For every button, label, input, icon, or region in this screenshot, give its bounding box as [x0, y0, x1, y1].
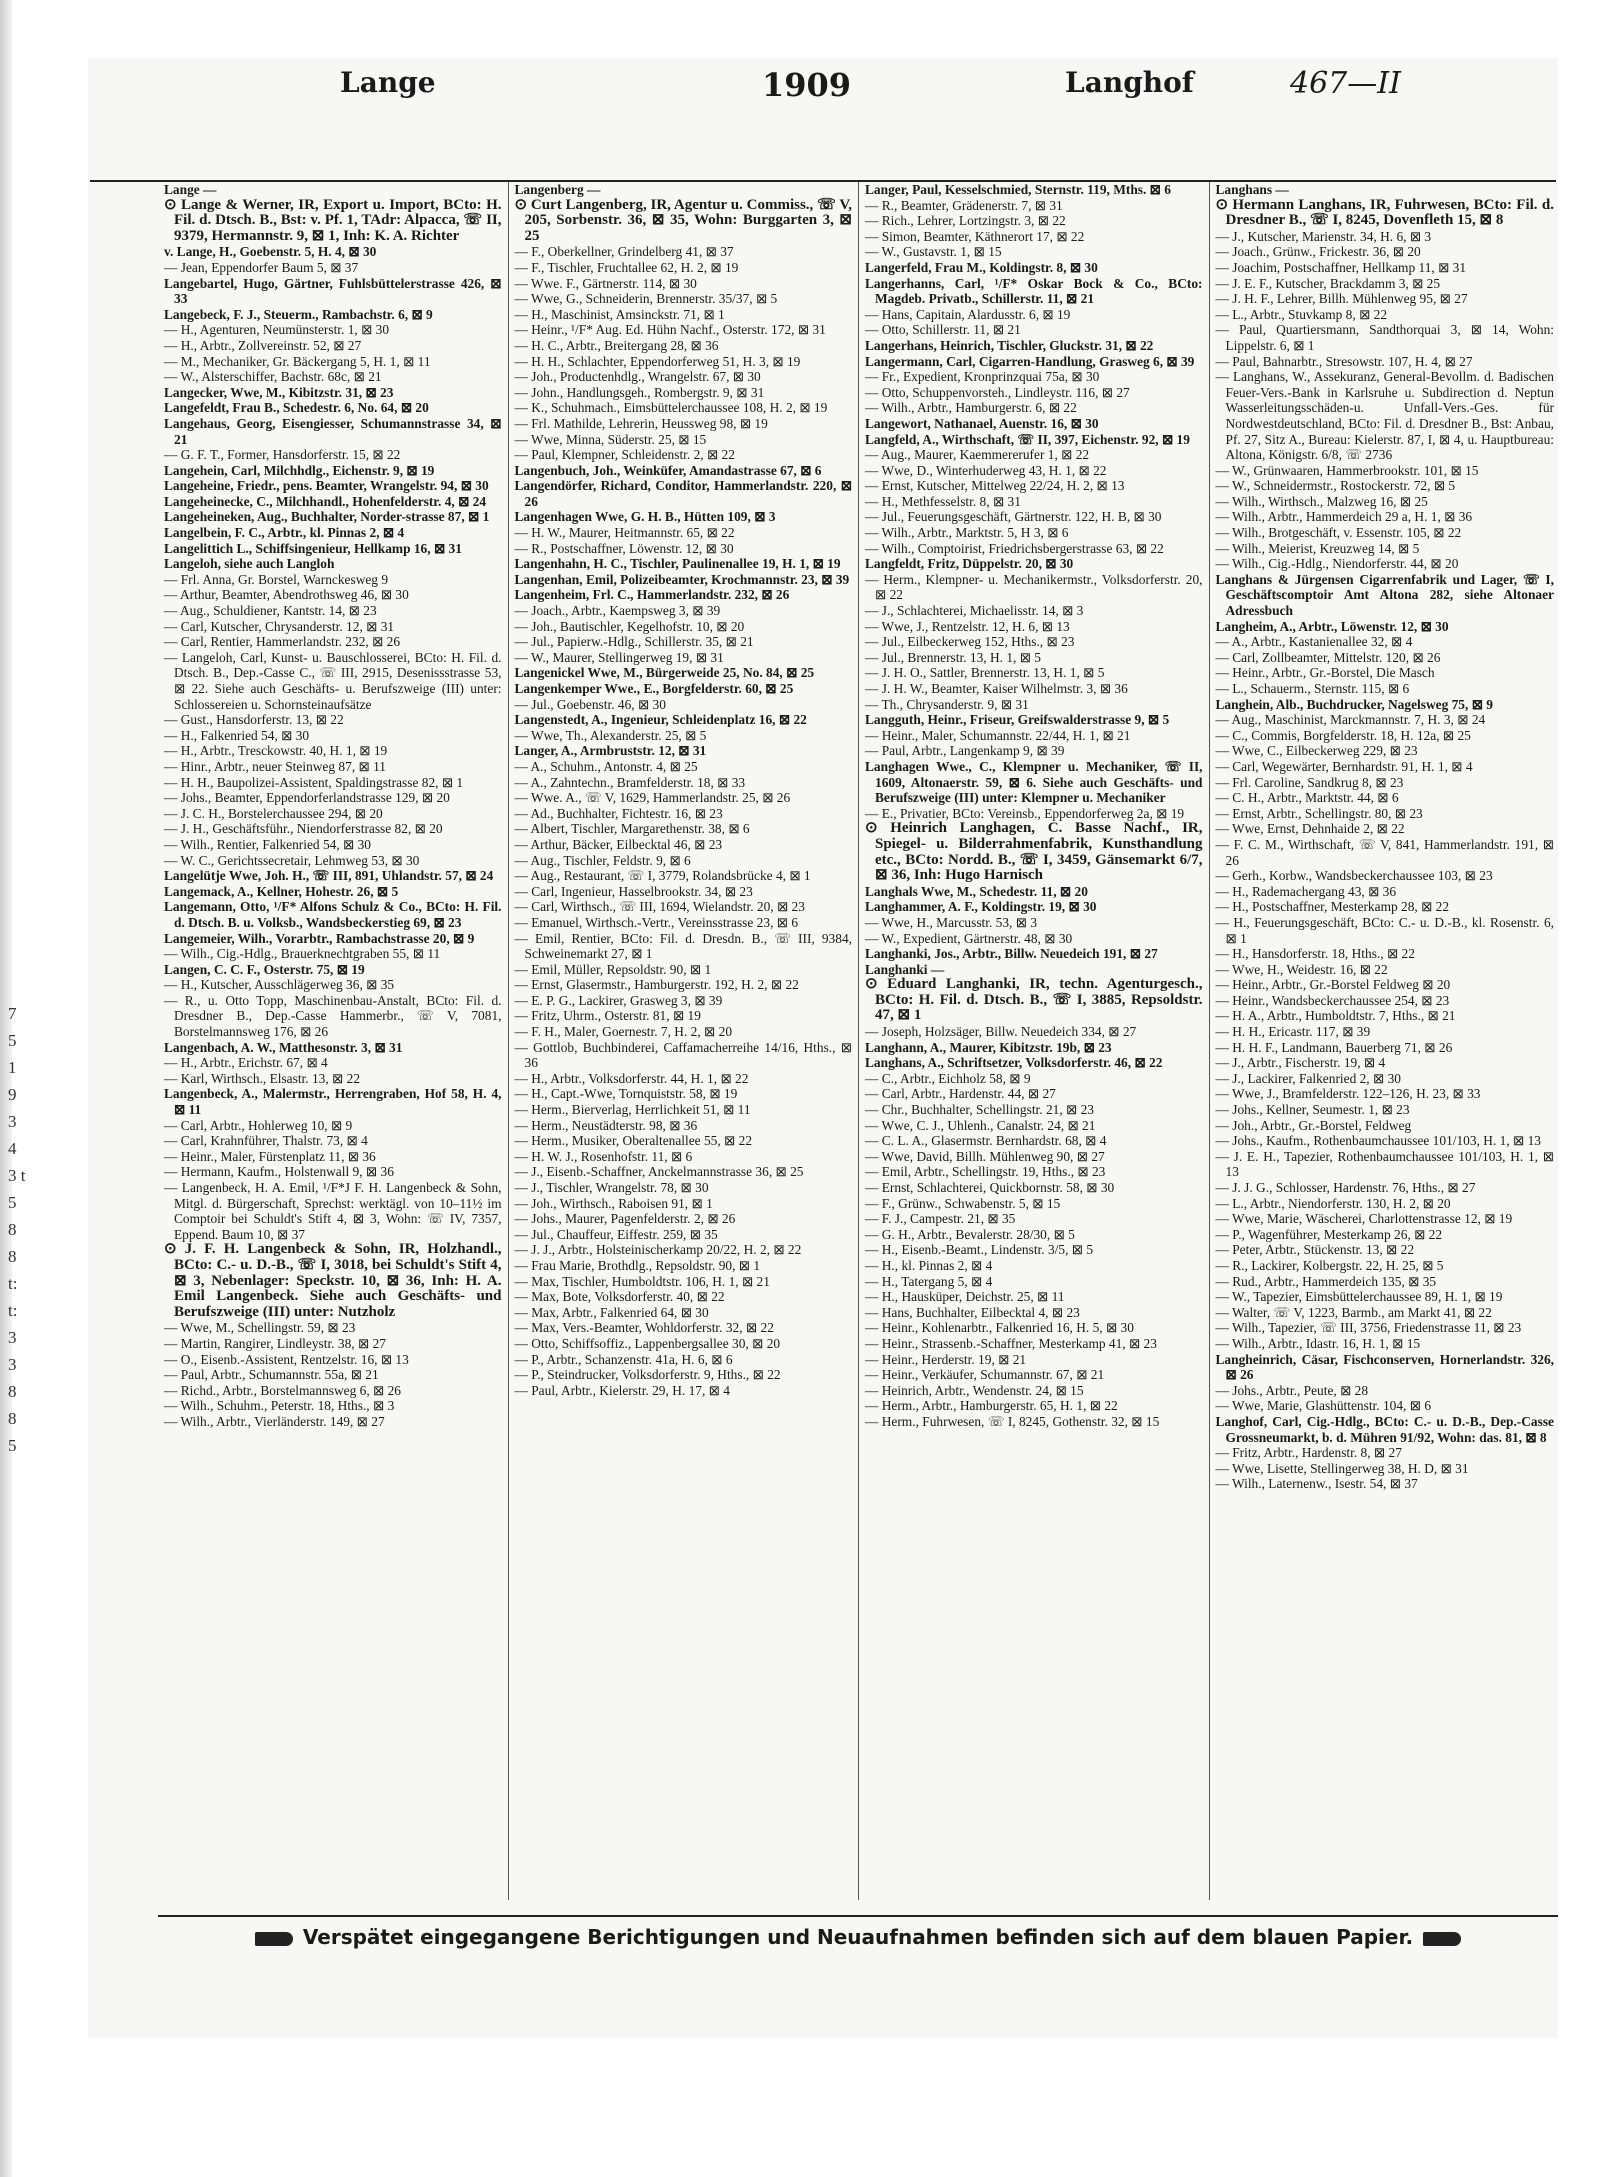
- directory-entry: — J., Arbtr., Fischerstr. 19, ⊠ 4: [1215, 1055, 1386, 1071]
- directory-entry: — H., Rademachergang 43, ⊠ 36: [1215, 883, 1397, 899]
- directory-entry: — G. H., Arbtr., Bevalerstr. 28/30, ⊠ 5: [865, 1226, 1075, 1242]
- header-page-number: 467—II: [1290, 66, 1401, 101]
- directory-entry: — Carl, Wegewärter, Bernhardstr. 91, H. 1, ⊠ 4: [1215, 758, 1473, 774]
- directory-entry: Langeheineken, Aug., Buchhalter, Norder-strasse 87, ⊠ 1: [164, 509, 490, 525]
- directory-entry: — F., Tischler, Fruchtallee 62, H. 2, ⊠ 19: [514, 259, 739, 275]
- directory-entry: Langelbein, F. C., Arbtr., kl. Pinnas 2, ⊠ 4: [164, 525, 405, 541]
- directory-entry: — F., Oberkellner, Grindelberg 41, ⊠ 37: [514, 244, 734, 260]
- directory-entry: Langhein, Alb., Buchdrucker, Nagelsweg 75, ⊠ 9: [1215, 696, 1493, 712]
- directory-entry: Langerhanns, Carl, ¹/F* Oskar Bock & Co., BCto: Magdeb. Privatb., Schillerstr. 11, ⊠ 21: [865, 275, 1203, 307]
- directory-entry: — Wilh., Arbtr., Idastr. 16, H. 1, ⊠ 15: [1215, 1335, 1421, 1351]
- directory-entry: — Gerh., Korbw., Wandsbeckerchaussee 103, ⊠ 23: [1215, 868, 1493, 884]
- directory-entry: — J. H. O., Sattler, Brennerstr. 13, H. 1, ⊠ 5: [865, 665, 1105, 681]
- directory-entry: — H., kl. Pinnas 2, ⊠ 4: [865, 1257, 993, 1273]
- directory-entry: Langeheinecke, C., Milchhandl., Hohenfelderstr. 4, ⊠ 24: [164, 493, 487, 509]
- directory-entry: — Wilh., Cig.-Hdlg., Niendorferstr. 44, ⊠ 20: [1215, 556, 1459, 572]
- directory-entry: — H. C., Arbtr., Breitergang 28, ⊠ 36: [514, 337, 719, 353]
- directory-entry: — Joseph, Holzsäger, Billw. Neuedeich 334, ⊠ 27: [865, 1024, 1137, 1040]
- directory-entry: — Heinr., Kohlenarbtr., Falkenried 16, H. 5, ⊠ 30: [865, 1320, 1134, 1336]
- directory-entry: Langenkemper Wwe., E., Borgfelderstr. 60, ⊠ 25: [514, 681, 794, 696]
- directory-entry: — Carl, Arbtr., Hardenstr. 44, ⊠ 27: [865, 1086, 1056, 1102]
- directory-entry: — Rud., Arbtr., Hammerdeich 135, ⊠ 35: [1215, 1273, 1437, 1289]
- directory-entry: Langeheine, Friedr., pens. Beamter, Wrangelstr. 94, ⊠ 30: [164, 478, 489, 494]
- directory-entry: Langenstedt, A., Ingenieur, Schleidenplatz 16, ⊠ 22: [514, 712, 807, 728]
- directory-entry: Langefeldt, Frau B., Schedestr. 6, No. 64, ⊠ 20: [164, 400, 429, 416]
- directory-entry: — Paul, Arbtr., Langenkamp 9, ⊠ 39: [865, 743, 1065, 759]
- directory-entry: Langelütje Wwe, Joh. H., ☏ III, 891, Uhlandstr. 57, ⊠ 24: [164, 868, 494, 884]
- directory-entry: — Heinr., Arbtr., Gr.-Borstel Feldweg ⊠ 20: [1215, 977, 1451, 993]
- directory-entry: — Jul., Feuerungsgeschäft, Gärtnerstr. 122, H. B, ⊠ 30: [865, 509, 1162, 525]
- directory-entry: Langhann, A., Maurer, Kibitzstr. 19b, ⊠ 23: [865, 1039, 1112, 1055]
- directory-entry: ⊙ Lange & Werner, IR, Export u. Import, BCto: H. Fil. d. Dtsch. B., Bst: v. Pf. 1, TAdr: Alpacca, ☏ II, 9379, Hermannstr. 9, ⊠ 1, Inh: K. A. Richter: [164, 196, 502, 244]
- directory-entry: — Frl. Anna, Gr. Borstel, Warnckesweg 9: [164, 571, 389, 587]
- directory-entry: — H., Arbtr., Zollvereinstr. 52, ⊠ 27: [164, 337, 362, 353]
- directory-entry: — Jul., Chauffeur, Eiffestr. 259, ⊠ 35: [514, 1226, 718, 1242]
- directory-entry: — Peter, Arbtr., Stückenstr. 13, ⊠ 22: [1215, 1242, 1415, 1258]
- directory-entry: — John., Handlungsgeh., Rombergstr. 9, ⊠ 31: [514, 384, 765, 400]
- directory-entry: — Frl. Caroline, Sandkrug 8, ⊠ 23: [1215, 774, 1404, 790]
- directory-entry: Langenhan, Emil, Polizeibeamter, Krochmannstr. 23, ⊠ 39: [514, 571, 850, 587]
- directory-entry: — Ernst, Arbtr., Schellingstr. 80, ⊠ 23: [1215, 805, 1423, 821]
- directory-entry: — Karl, Wirthsch., Elsastr. 13, ⊠ 22: [164, 1070, 361, 1086]
- directory-entry: Langeloh, siehe auch Langloh: [164, 556, 335, 572]
- directory-entry: — W., Gustavstr. 1, ⊠ 15: [865, 244, 1002, 260]
- directory-entry: — Joh., Arbtr., Gr.-Borstel, Feldweg: [1215, 1117, 1412, 1133]
- directory-entry: — Fritz, Arbtr., Hardenstr. 8, ⊠ 27: [1215, 1445, 1402, 1461]
- directory-entry: — Emil, Arbtr., Schellingstr. 19, Hths., ⊠ 23: [865, 1164, 1106, 1180]
- header-left-name: Lange: [340, 66, 436, 99]
- directory-entry: — Ad., Buchhalter, Fichtestr. 16, ⊠ 23: [514, 805, 723, 821]
- directory-entry: — Wwe, H., Marcusstr. 53, ⊠ 3: [865, 914, 1038, 930]
- directory-entry: Langehaus, Georg, Eisengiesser, Schumannstrasse 34, ⊠ 21: [164, 415, 502, 447]
- directory-entry: — Gottlob, Buchbinderei, Caffamacherreihe 14/16, Hths., ⊠ 36: [514, 1039, 852, 1071]
- directory-entry: — Herm., Bierverlag, Herrlichkeit 51, ⊠ 11: [514, 1102, 751, 1118]
- directory-entry: Langebartel, Hugo, Gärtner, Fuhlsbüttelerstrasse 426, ⊠ 33: [164, 275, 502, 307]
- column-2: [509, 182, 860, 1900]
- directory-entry: — Emil, Rentier, BCto: Fil. d. Dresdn. B., ☏ III, 9384, Schweinemarkt 27, ⊠ 1: [514, 930, 852, 962]
- directory-entry: — Th., Chrysanderstr. 9, ⊠ 31: [865, 696, 1029, 712]
- directory-entry: Langer, Paul, Kesselschmied, Sternstr. 119, Mths. ⊠ 6: [865, 182, 1171, 197]
- directory-entry: Langheim, A., Arbtr., Löwenstr. 12, ⊠ 30: [1215, 618, 1449, 634]
- directory-entry: — Johs., Maurer, Pagenfelderstr. 2, ⊠ 26: [514, 1211, 736, 1227]
- directory-entry: Langenickel Wwe, M., Bürgerweide 25, No. 84, ⊠ 25: [514, 665, 815, 681]
- directory-entry: — Emil, Müller, Repsoldstr. 90, ⊠ 1: [514, 961, 712, 977]
- directory-entry: Langenhagen Wwe, G. H. B., Hütten 109, ⊠ 3: [514, 509, 776, 525]
- directory-entry: — Paul, Klempner, Schleidenstr. 2, ⊠ 22: [514, 447, 735, 463]
- directory-entry: — J., Tischler, Wrangelstr. 78, ⊠ 30: [514, 1180, 709, 1195]
- left-margin-fragments: 7 5 1 9 3 4 3 t 5 8 8 t: t: 3 3 8 8 5: [8, 1004, 26, 1455]
- directory-entry: — Wilh., Cig.-Hdlg., Brauerknechtgraben 55, ⊠ 11: [164, 946, 441, 962]
- directory-entry: Langhanki —: [865, 961, 945, 977]
- directory-entry: — Carl, Ingenieur, Hasselbrookstr. 34, ⊠ 23: [514, 883, 753, 899]
- directory-entry: — C., Commis, Borgfelderstr. 18, H. 12a, ⊠ 25: [1215, 727, 1471, 743]
- directory-entry: — H. W., Maurer, Heitmannstr. 65, ⊠ 22: [514, 525, 735, 541]
- directory-entry: Langemeier, Wilh., Vorarbtr., Rambachstrasse 20, ⊠ 9: [164, 930, 475, 946]
- directory-entry: — Hans, Buchhalter, Eilbecktal 4, ⊠ 23: [865, 1304, 1080, 1320]
- directory-entry: — Wilh., Arbtr., Hamburgerstr. 6, ⊠ 22: [865, 400, 1077, 416]
- directory-entry: — Max, Bote, Volksdorferstr. 40, ⊠ 22: [514, 1289, 725, 1305]
- directory-entry: — W., Grünwaaren, Hammerbrookstr. 101, ⊠ 15: [1215, 462, 1479, 478]
- directory-entry: Langer, A., Armbruststr. 12, ⊠ 31: [514, 743, 707, 759]
- directory-entry: — Herm., Arbtr., Hamburgerstr. 65, H. 1, ⊠ 22: [865, 1398, 1118, 1414]
- directory-entry: — Emanuel, Wirthsch.-Vertr., Vereinsstrasse 23, ⊠ 6: [514, 914, 799, 930]
- directory-entry: Langenheim, Frl. C., Hammerlandstr. 232, ⊠ 26: [514, 587, 790, 603]
- directory-entry: — Joach., Grünw., Frickestr. 36, ⊠ 20: [1215, 244, 1421, 260]
- directory-entry: — Paul, Arbtr., Schumannstr. 55a, ⊠ 21: [164, 1367, 379, 1383]
- directory-entry: — Fritz, Uhrm., Osterstr. 81, ⊠ 19: [514, 1008, 701, 1024]
- directory-entry: — W., Expedient, Gärtnerstr. 48, ⊠ 30: [865, 930, 1073, 946]
- directory-entry: — H., Agenturen, Neumünsterstr. 1, ⊠ 30: [164, 322, 390, 338]
- directory-entry: — Jul., Brennerstr. 13, H. 1, ⊠ 5: [865, 649, 1041, 665]
- directory-entry: Langenbach, A. W., Matthesonstr. 3, ⊠ 31: [164, 1039, 403, 1055]
- directory-entry: — Wilh., Arbtr., Hammerdeich 29 a, H. 1, ⊠ 36: [1215, 509, 1473, 525]
- directory-entry: — Paul, Bahnarbtr., Stresowstr. 107, H. 4, ⊠ 27: [1215, 353, 1473, 369]
- directory-entry: — Frau Marie, Brothdlg., Repsoldstr. 90, ⊠ 1: [514, 1257, 761, 1273]
- directory-entry: — Wilh., Tapezier, ☏ III, 3756, Friedenstrasse 11, ⊠ 23: [1215, 1320, 1522, 1336]
- directory-entry: — Joachim, Postschaffner, Hellkamp 11, ⊠ 31: [1215, 259, 1467, 275]
- directory-entry: — Heinr., Verkäufer, Schumannstr. 67, ⊠ 21: [865, 1367, 1105, 1383]
- directory-entry: — J. C. H., Borstelerchaussee 294, ⊠ 20: [164, 805, 383, 821]
- directory-entry: — Wwe, Th., Alexanderstr. 25, ⊠ 5: [514, 727, 707, 743]
- directory-entry: — Aug., Tischler, Feldstr. 9, ⊠ 6: [514, 852, 691, 868]
- directory-entry: Langenhahn, H. C., Tischler, Paulinenallee 19, H. 1, ⊠ 19: [514, 556, 841, 572]
- directory-entry: — Wilh., Meierist, Kreuzweg 14, ⊠ 5: [1215, 540, 1420, 556]
- directory-entry: — Albert, Tischler, Margarethenstr. 38, ⊠ 6: [514, 821, 750, 837]
- page-footer: [158, 1915, 1558, 1957]
- directory-entry: — Jul., Papierw.-Hdlg., Schillerstr. 35, ⊠ 21: [514, 634, 754, 650]
- header-year: 1909: [762, 66, 852, 104]
- directory-entry: — Herm., Fuhrwesen, ☏ I, 8245, Gothenstr. 32, ⊠ 15: [865, 1413, 1160, 1429]
- directory-entry: — Heinr., ¹/F* Aug. Ed. Hühn Nachf., Osterstr. 172, ⊠ 31: [514, 322, 826, 338]
- directory-entry: — Langeloh, Carl, Kunst- u. Bauschlosserei, BCto: H. Fil. d. Dtsch. B., Dep.-Casse C., ☏ III, 2915, Desenissstrasse 53, ⊠ 22. Siehe auch Geschäfts- u. Berufszweige (III) unter: Schlossereien u. Schornsteinaufsätze: [164, 649, 502, 712]
- directory-entry: — Hans, Capitain, Alardusstr. 6, ⊠ 19: [865, 306, 1071, 322]
- directory-entry: — F. H., Maler, Goernestr. 7, H. 2, ⊠ 20: [514, 1024, 733, 1040]
- directory-entry: — Max, Tischler, Humboldtstr. 106, H. 1, ⊠ 21: [514, 1273, 770, 1289]
- directory-entry: — H., Arbtr., Volksdorferstr. 44, H. 1, ⊠ 22: [514, 1070, 749, 1086]
- directory-entry: — H. W. J., Rosenhofstr. 11, ⊠ 6: [514, 1148, 693, 1164]
- directory-entry: Langermann, Carl, Cigarren-Handlung, Grasweg 6, ⊠ 39: [865, 353, 1195, 369]
- directory-entry: Langenbeck, A., Malermstr., Herrengraben, Hof 58, H. 4, ⊠ 11: [164, 1086, 502, 1118]
- directory-entry: Lange —: [164, 182, 217, 197]
- directory-entry: — Wwe, Lisette, Stellingerweg 38, H. D, ⊠ 31: [1215, 1460, 1469, 1476]
- directory-entry: Langheinrich, Cäsar, Fischconserven, Hornerlandstr. 326, ⊠ 26: [1215, 1351, 1554, 1383]
- directory-entry: — Heinrich, Arbtr., Wendenstr. 24, ⊠ 15: [865, 1382, 1084, 1398]
- directory-entry: — J. E. F., Kutscher, Brackdamm 3, ⊠ 25: [1215, 275, 1441, 291]
- directory-entry: — P., Wagenführer, Mesterkamp 26, ⊠ 22: [1215, 1226, 1443, 1242]
- directory-entry: — Herm., Klempner- u. Mechanikermstr., Volksdorferstr. 20, ⊠ 22: [865, 571, 1203, 603]
- directory-entry: — Otto, Schuppenvorsteh., Lindleystr. 116, ⊠ 27: [865, 384, 1130, 400]
- directory-entry: Langhans & Jürgensen Cigarrenfabrik und Lager, ☏ I, Geschäftscomptoir Amt Altona 282, siehe Altonaer Adressbuch: [1215, 571, 1554, 619]
- header-right-name: Langhof: [1065, 66, 1194, 99]
- directory-entry: — L., Schauerm., Sternstr. 115, ⊠ 6: [1215, 681, 1410, 696]
- directory-entry: — H., Capt.-Wwe, Tornquiststr. 58, ⊠ 19: [514, 1086, 738, 1102]
- directory-entry: — Herm., Neustädterstr. 98, ⊠ 36: [514, 1117, 698, 1133]
- directory-entry: — Wilh., Laternenw., Isestr. 54, ⊠ 37: [1215, 1476, 1418, 1492]
- directory-entry: — J. H. F., Lehrer, Billh. Mühlenweg 95, ⊠ 27: [1215, 291, 1468, 307]
- directory-entry: — Wwe, David, Billh. Mühlenweg 90, ⊠ 27: [865, 1148, 1105, 1164]
- directory-entry: — H. H. F., Landmann, Bauerberg 71, ⊠ 26: [1215, 1039, 1453, 1055]
- directory-entry: — Wilh., Comptoirist, Friedrichsbergerstrasse 63, ⊠ 22: [865, 540, 1164, 556]
- directory-entry: — E. P. G., Lackirer, Grasweg 3, ⊠ 39: [514, 992, 723, 1008]
- directory-entry: Langhans, A., Schriftsetzer, Volksdorferstr. 46, ⊠ 22: [865, 1055, 1163, 1071]
- directory-entry: ⊙ Heinrich Langhagen, C. Basse Nachf., IR, Spiegel- u. Bilderrahmenfabrik, Kunsthandlung etc., BCto: Nordd. B., ☏ I, 3459, Gänsemarkt 6/7, ⊠ 36, Inh: Hugo Harnisch: [865, 820, 1203, 884]
- directory-entry: — Wwe, Ernst, Dehnhaide 2, ⊠ 22: [1215, 821, 1405, 837]
- directory-entry: — H. H., Baupolizei-Assistent, Spaldingstrasse 82, ⊠ 1: [164, 774, 464, 790]
- directory-entry: — W., Maurer, Stellingerweg 19, ⊠ 31: [514, 649, 724, 665]
- directory-entry: — F. C. M., Wirthschaft, ☏ V, 841, Hammerlandstr. 191, ⊠ 26: [1215, 836, 1554, 868]
- directory-entry: — Paul, Quartiersmann, Sandthorquai 3, ⊠ 14, Wohn: Lippelstr. 6, ⊠ 1: [1215, 322, 1554, 353]
- directory-entry: — H., Arbtr., Erichstr. 67, ⊠ 4: [164, 1055, 328, 1071]
- directory-entry: — C. H., Arbtr., Marktstr. 44, ⊠ 6: [1215, 790, 1399, 806]
- directory-entry: — Johs., Kellner, Seumestr. 1, ⊠ 23: [1215, 1102, 1410, 1118]
- directory-entry: — Joh., Bautischler, Kegelhofstr. 10, ⊠ 20: [514, 618, 745, 634]
- directory-entry: — H., Feuerungsgeschäft, BCto: C.- u. D.-B., kl. Rosenstr. 6, ⊠ 1: [1215, 914, 1554, 946]
- directory-entry: — W., Schneidermstr., Rostockerstr. 72, ⊠ 5: [1215, 478, 1456, 494]
- directory-entry: — Wilh., Schuhm., Peterstr. 18, Hths., ⊠ 3: [164, 1398, 395, 1414]
- directory-entry: — Carl, Krahnführer, Thalstr. 73, ⊠ 4: [164, 1133, 368, 1149]
- directory-entry: — Johs., Beamter, Eppendorferlandstrasse 129, ⊠ 20: [164, 790, 450, 806]
- directory-entry: — G. F. T., Former, Hansdorferstr. 15, ⊠ 22: [164, 447, 401, 463]
- footer-notice: Verspätet eingegangene Berichtigungen und Neuaufnahmen befinden sich auf dem blauen Papier.: [302, 1925, 1414, 1949]
- directory-entry: Langehein, Carl, Milchhdlg., Eichenstr. 9, ⊠ 19: [164, 462, 435, 478]
- directory-entry: Langerhans, Heinrich, Tischler, Gluckstr. 31, ⊠ 22: [865, 337, 1154, 353]
- directory-entry: — F. J., Campestr. 21, ⊠ 35: [865, 1211, 1016, 1227]
- directory-entry: — Aug., Restaurant, ☏ I, 3779, Rolandsbrücke 4, ⊠ 1: [514, 868, 811, 884]
- directory-entry: — H., Maschinist, Amsinckstr. 71, ⊠ 1: [514, 306, 725, 322]
- directory-entry: — Walter, ☏ V, 1223, Barmb., am Markt 41, ⊠ 22: [1215, 1304, 1492, 1320]
- directory-entry: — Wwe. A., ☏ V, 1629, Hammerlandstr. 25, ⊠ 26: [514, 790, 791, 806]
- directory-entry: Langhammer, A. F., Koldingstr. 19, ⊠ 30: [865, 899, 1097, 915]
- directory-entry: — J., Kutscher, Marienstr. 34, H. 6, ⊠ 3: [1215, 228, 1432, 244]
- directory-entry: — Heinr., Maler, Schumannstr. 22/44, H. 1, ⊠ 21: [865, 727, 1131, 743]
- directory-entry: — H., Tatergang 5, ⊠ 4: [865, 1273, 993, 1289]
- directory-entry: — Johs., Kaufm., Rothenbaumchaussee 101/103, H. 1, ⊠ 13: [1215, 1133, 1541, 1149]
- directory-entry: — L., Arbtr., Stuvkamp 8, ⊠ 22: [1215, 306, 1388, 322]
- directory-entry: — H., Eisenb.-Beamt., Lindenstr. 3/5, ⊠ 5: [865, 1242, 1094, 1258]
- directory-entry: Langemann, Otto, ¹/F* Alfons Schulz & Co., BCto: H. Fil. d. Dtsch. B. u. Volksb., Wandsbeckerstieg 69, ⊠ 23: [164, 899, 502, 930]
- directory-entry: v. Lange, H., Goebenstr. 5, H. 4, ⊠ 30: [164, 244, 377, 260]
- directory-entry: — Max, Vers.-Beamter, Wohldorferstr. 32, ⊠ 22: [514, 1320, 774, 1336]
- directory-entry: — M., Mechaniker, Gr. Bäckergang 5, H. 1, ⊠ 11: [164, 353, 431, 369]
- directory-entry: Langhals Wwe, M., Schedestr. 11, ⊠ 20: [865, 883, 1088, 899]
- directory-entry: — A., Zahntechn., Bramfelderstr. 18, ⊠ 33: [514, 774, 746, 790]
- directory-entry: Langguth, Heinr., Friseur, Greifswalderstrasse 9, ⊠ 5: [865, 712, 1170, 728]
- directory-entry: — Carl, Wirthsch., ☏ III, 1694, Wielandstr. 20, ⊠ 23: [514, 899, 805, 915]
- column-1: [158, 182, 509, 1900]
- directory-entry: — Ernst, Kutscher, Mittelweg 22/24, H. 2, ⊠ 13: [865, 478, 1125, 494]
- column-4: [1210, 182, 1561, 1900]
- directory-entry: — C. L. A., Glasermstr. Bernhardstr. 68, ⊠ 4: [865, 1133, 1107, 1149]
- directory-entry: — Heinr., Maler, Fürstenplatz 11, ⊠ 36: [164, 1148, 376, 1164]
- directory-entry: — J., Lackirer, Falkenried 2, ⊠ 30: [1215, 1070, 1401, 1086]
- directory-entry: Langemack, A., Kellner, Hohestr. 26, ⊠ 5: [164, 883, 399, 899]
- directory-entry: — Wwe, C. J., Uhlenh., Canalstr. 24, ⊠ 21: [865, 1117, 1096, 1133]
- directory-columns: [158, 182, 1560, 1900]
- directory-entry: — F., Grünw., Schwabenstr. 5, ⊠ 15: [865, 1195, 1061, 1211]
- directory-entry: — J. J. G., Schlosser, Hardenstr. 76, Hths., ⊠ 27: [1215, 1180, 1476, 1195]
- directory-entry: — Hinr., Arbtr., neuer Steinweg 87, ⊠ 11: [164, 758, 386, 774]
- directory-entry: — Wwe, C., Eilbeckerweg 229, ⊠ 23: [1215, 743, 1418, 759]
- directory-entry: — Aug., Schuldiener, Kantstr. 14, ⊠ 23: [164, 603, 377, 619]
- directory-entry: — J. J., Arbtr., Holsteinischerkamp 20/22, H. 2, ⊠ 22: [514, 1242, 802, 1258]
- directory-entry: — Ernst, Schlachterei, Quickbornstr. 58, ⊠ 30: [865, 1180, 1115, 1195]
- directory-entry: Langenberg —: [514, 182, 601, 197]
- directory-entry: — Fr., Expedient, Kronprinzquai 75a, ⊠ 30: [865, 369, 1100, 385]
- directory-entry: — Heinr., Strassenb.-Schaffner, Mesterkamp 41, ⊠ 23: [865, 1335, 1157, 1351]
- directory-entry: ⊙ J. F. H. Langenbeck & Sohn, IR, Holzhandl., BCto: C.- u. D.-B., ☏ I, 3018, bei Schuldt's Stift 4, ⊠ 3, Nebenlager: Speckstr. 10, ⊠ 36, Inh: H. A. Emil Langenbeck. Siehe auch Geschäfts- und Berufszweige (III) unter: Nutzholz: [164, 1241, 502, 1320]
- directory-entry: — Heinr., Herderstr. 19, ⊠ 21: [865, 1351, 1027, 1367]
- directory-entry: — C., Arbtr., Eichholz 58, ⊠ 9: [865, 1070, 1031, 1086]
- directory-entry: — Carl, Arbtr., Hohlerweg 10, ⊠ 9: [164, 1117, 353, 1133]
- directory-entry: — R., Beamter, Grädenerstr. 7, ⊠ 31: [865, 197, 1063, 213]
- pointing-hand-icon: [1423, 1932, 1461, 1946]
- directory-entry: — Otto, Schillerstr. 11, ⊠ 21: [865, 322, 1021, 338]
- directory-entry: — Heinr., Wandsbeckerchaussee 254, ⊠ 23: [1215, 992, 1450, 1008]
- directory-entry: — Wilh., Brotgeschäft, v. Essenstr. 105, ⊠ 22: [1215, 525, 1462, 541]
- directory-entry: — P., Steindrucker, Volksdorferstr. 9, Hths., ⊠ 22: [514, 1367, 781, 1383]
- directory-entry: — Wwe, Minna, Süderstr. 25, ⊠ 15: [514, 431, 707, 447]
- directory-entry: — E., Privatier, BCto: Vereinsb., Eppendorferweg 2a, ⊠ 19: [865, 805, 1185, 821]
- directory-entry: ⊙ Eduard Langhanki, IR, techn. Agenturgesch., BCto: H. Fil. d. Dtsch. B., ☏ I, 3885, Repsoldstr. 47, ⊠ 1: [865, 976, 1203, 1024]
- directory-entry: — L., Arbtr., Niendorferstr. 130, H. 2, ⊠ 20: [1215, 1195, 1451, 1211]
- directory-entry: Langfeld, A., Wirthschaft, ☏ II, 397, Eichenstr. 92, ⊠ 19: [865, 431, 1190, 447]
- directory-entry: — Joach., Arbtr., Kaempsweg 3, ⊠ 39: [514, 603, 721, 619]
- directory-entry: — Wwe, J., Rentzelstr. 12, H. 6, ⊠ 13: [865, 618, 1070, 634]
- directory-entry: — H., Methfesselstr. 8, ⊠ 31: [865, 493, 1021, 509]
- directory-entry: — Otto, Schiffsoffiz., Lappenbergsallee 30, ⊠ 20: [514, 1335, 781, 1351]
- directory-entry: — Jean, Eppendorfer Baum 5, ⊠ 37: [164, 259, 359, 275]
- directory-entry: — Jul., Eilbeckerweg 152, Hths., ⊠ 23: [865, 634, 1075, 650]
- directory-entry: — Carl, Kutscher, Chrysanderstr. 12, ⊠ 31: [164, 618, 395, 634]
- directory-entry: — Heinr., Arbtr., Gr.-Borstel, Die Masch: [1215, 665, 1435, 681]
- directory-entry: — J., Schlachterei, Michaelisstr. 14, ⊠ 3: [865, 603, 1084, 619]
- directory-entry: — H., Hausküper, Deichstr. 25, ⊠ 11: [865, 1289, 1065, 1305]
- directory-entry: — H., Arbtr., Tresckowstr. 40, H. 1, ⊠ 19: [164, 743, 388, 759]
- directory-entry: — Wwe, Marie, Wäscherei, Charlottenstrasse 12, ⊠ 19: [1215, 1211, 1513, 1227]
- directory-entry: — Joh., Productenhdlg., Wrangelstr. 67, ⊠ 30: [514, 369, 761, 385]
- directory-entry: — Max, Arbtr., Falkenried 64, ⊠ 30: [514, 1304, 709, 1320]
- directory-entry: Langelittich L., Schiffsingenieur, Hellkamp 16, ⊠ 31: [164, 540, 462, 556]
- directory-entry: — H., Kutscher, Ausschlägerweg 36, ⊠ 35: [164, 977, 395, 993]
- directory-entry: — Arthur, Beamter, Abendrothsweg 46, ⊠ 30: [164, 587, 409, 603]
- directory-entry: — W., Tapezier, Eimsbüttelerchaussee 89, H. 1, ⊠ 19: [1215, 1289, 1503, 1305]
- directory-entry: — J. H. W., Beamter, Kaiser Wilhelmstr. 3, ⊠ 36: [865, 681, 1128, 696]
- directory-entry: Langhof, Carl, Cig.-Hdlg., BCto: C.- u. D.-B., Dep.-Casse Grossneumarkt, b. d. Mühren 91/92, Wohn: das. 81, ⊠ 8: [1215, 1413, 1554, 1445]
- directory-entry: ⊙ Hermann Langhans, IR, Fuhrwesen, BCto: Fil. d. Dresdner B., ☏ I, 8245, Dovenfleth 15, ⊠ 8: [1215, 196, 1554, 229]
- directory-entry: — Simon, Beamter, Käthnerort 17, ⊠ 22: [865, 228, 1085, 244]
- directory-entry: — O., Eisenb.-Assistent, Rentzelstr. 16, ⊠ 13: [164, 1351, 409, 1367]
- directory-entry: — Langhans, W., Assekuranz, General-Bevollm. d. Badischen Feuer-Vers.-Bank in Karlsruhe u. Subdirection d. Neptun Wasserleitungsschäden-u. Unfall-Vers.-Ges. für Nordwestdeutschland, BCto: Fil. d. Dresdner B., Bst: Anbau, Pf. 27, Sitz A., Bureau: Kielerstr. 87, I, ⊠ 4, u. Hauptbureau: Altona, Königstr. 6/8, ☏ 2736: [1215, 369, 1554, 463]
- directory-entry: — Hermann, Kaufm., Holstenwall 9, ⊠ 36: [164, 1164, 394, 1180]
- directory-entry: Langhagen Wwe., C., Klempner u. Mechaniker, ☏ II, 1609, Altonaerstr. 59, ⊠ 6. Siehe auch Geschäfts- und Berufszweige (III) unter: Klempner u. Mechaniker: [865, 758, 1203, 806]
- directory-entry: — Wwe, G., Schneiderin, Brennerstr. 35/37, ⊠ 5: [514, 291, 778, 307]
- directory-entry: — Paul, Arbtr., Kielerstr. 29, H. 17, ⊠ 4: [514, 1382, 730, 1398]
- directory-entry: — W., Alsterschiffer, Bachstr. 68c, ⊠ 21: [164, 369, 382, 385]
- directory-entry: — W. C., Gerichtssecretair, Lehmweg 53, ⊠ 30: [164, 852, 420, 868]
- directory-entry: — K., Schuhmach., Eimsbüttelerchaussee 108, H. 2, ⊠ 19: [514, 400, 828, 416]
- directory-entry: — P., Arbtr., Schanzenstr. 41a, H. 6, ⊠ 6: [514, 1351, 733, 1367]
- pointing-hand-icon: [255, 1932, 293, 1946]
- directory-entry: — Aug., Maurer, Kaemmererufer 1, ⊠ 22: [865, 447, 1090, 463]
- directory-entry: Langfeldt, Fritz, Düppelstr. 20, ⊠ 30: [865, 556, 1074, 572]
- directory-entry: — R., Lackirer, Kolbergstr. 22, H. 25, ⊠ 5: [1215, 1257, 1444, 1273]
- directory-entry: — Aug., Maschinist, Marckmannstr. 7, H. 3, ⊠ 24: [1215, 712, 1486, 728]
- directory-entry: Langenbuch, Joh., Weinküfer, Amandastrasse 67, ⊠ 6: [514, 462, 822, 478]
- directory-entry: Langen, C. C. F., Osterstr. 75, ⊠ 19: [164, 961, 365, 977]
- directory-entry: — Wilh., Arbtr., Marktstr. 5, H 3, ⊠ 6: [865, 525, 1069, 541]
- directory-entry: — A., Arbtr., Kastanienallee 32, ⊠ 4: [1215, 634, 1413, 650]
- directory-entry: — H. H., Ericastr. 117, ⊠ 39: [1215, 1024, 1371, 1040]
- directory-entry: — J. H., Geschäftsführ., Niendorferstrasse 82, ⊠ 20: [164, 821, 443, 837]
- directory-entry: — Wilh., Wirthsch., Malzweg 16, ⊠ 25: [1215, 493, 1428, 509]
- directory-entry: — Rich., Lehrer, Lortzingstr. 3, ⊠ 22: [865, 213, 1066, 229]
- directory-entry: — Arthur, Bäcker, Eilbecktal 46, ⊠ 23: [514, 836, 723, 852]
- directory-entry: — H. A., Arbtr., Humboldtstr. 7, Hths., ⊠ 21: [1215, 1008, 1456, 1024]
- directory-entry: — Wwe, M., Schellingstr. 59, ⊠ 23: [164, 1320, 356, 1336]
- directory-entry: — H. H., Schlachter, Eppendorferweg 51, H. 3, ⊠ 19: [514, 353, 801, 369]
- directory-entry: — Jul., Goebenstr. 46, ⊠ 30: [514, 696, 666, 712]
- directory-entry: — R., Postschaffner, Löwenstr. 12, ⊠ 30: [514, 540, 734, 556]
- directory-entry: — Carl, Rentier, Hammerlandstr. 232, ⊠ 26: [164, 634, 401, 650]
- directory-entry: — Herm., Musiker, Oberaltenallee 55, ⊠ 22: [514, 1133, 753, 1149]
- directory-entry: ⊙ Curt Langenberg, IR, Agentur u. Commiss., ☏ V, 205, Sorbenstr. 36, ⊠ 35, Wohn: Burggarten 3, ⊠ 25: [514, 196, 852, 244]
- directory-entry: — Wilh., Rentier, Falkenried 54, ⊠ 30: [164, 836, 372, 852]
- directory-entry: — Johs., Arbtr., Peute, ⊠ 28: [1215, 1382, 1369, 1398]
- directory-entry: — R., u. Otto Topp, Maschinenbau-Anstalt, BCto: Fil. d. Dresdner B., Dep.-Casse Hammerbr., ☏ V, 7081, Borstelmannsweg 176, ⊠ 26: [164, 992, 502, 1040]
- directory-entry: Langebeck, F. J., Steuerm., Rambachstr. 6, ⊠ 9: [164, 306, 433, 322]
- directory-entry: — Chr., Buchhalter, Schellingstr. 21, ⊠ 23: [865, 1102, 1095, 1118]
- directory-entry: — Wwe, J., Bramfelderstr. 122–126, H. 23, ⊠ 33: [1215, 1086, 1481, 1102]
- directory-entry: — Richd., Arbtr., Borstelmannsweg 6, ⊠ 26: [164, 1382, 401, 1398]
- directory-entry: — Joh., Wirthsch., Raboisen 91, ⊠ 1: [514, 1195, 713, 1211]
- directory-entry: — Langenbeck, H. A. Emil, ¹/F*J F. H. Langenbeck & Sohn, Mitgl. d. Bürgerschaft, Sprechst: werktägl. von 10–11½ im Comptoir bei Schuldt's Stift 4, ⊠ 3, Wohn: ☏ IV, 7357, Eppend. Baum 10, ⊠ 37: [164, 1180, 502, 1242]
- directory-entry: — A., Schuhm., Antonstr. 4, ⊠ 25: [514, 758, 698, 774]
- directory-entry: — Martin, Rangirer, Lindleystr. 38, ⊠ 27: [164, 1335, 386, 1351]
- directory-entry: — Wwe, H., Weidestr. 16, ⊠ 22: [1215, 961, 1388, 977]
- directory-entry: — Gust., Hansdorferstr. 13, ⊠ 22: [164, 712, 344, 728]
- directory-entry: — J. E. H., Tapezier, Rothenbaumchaussee 101/103, H. 1, ⊠ 13: [1215, 1148, 1554, 1180]
- directory-entry: Langerfeld, Frau M., Koldingstr. 8, ⊠ 30: [865, 259, 1098, 275]
- directory-entry: — H., Postschaffner, Mesterkamp 28, ⊠ 22: [1215, 899, 1450, 915]
- directory-entry: — Wwe. F., Gärtnerstr. 114, ⊠ 30: [514, 275, 697, 291]
- directory-entry: — Frl. Mathilde, Lehrerin, Heussweg 98, ⊠ 19: [514, 415, 768, 431]
- directory-entry: — Carl, Zollbeamter, Mittelstr. 120, ⊠ 26: [1215, 649, 1441, 665]
- directory-entry: — Wwe, Marie, Glashüttenstr. 104, ⊠ 6: [1215, 1398, 1432, 1414]
- directory-entry: Langewort, Nathanael, Auenstr. 16, ⊠ 30: [865, 415, 1099, 431]
- directory-entry: — Wwe, D., Winterhuderweg 43, H. 1, ⊠ 22: [865, 462, 1107, 478]
- directory-entry: Langhanki, Jos., Arbtr., Billw. Neuedeich 191, ⊠ 27: [865, 946, 1158, 962]
- directory-entry: Langecker, Wwe, M., Kibitzstr. 31, ⊠ 23: [164, 384, 394, 400]
- directory-entry: — H., Hansdorferstr. 18, Hths., ⊠ 22: [1215, 946, 1415, 962]
- directory-entry: Langendörfer, Richard, Conditor, Hammerlandstr. 220, ⊠ 26: [514, 478, 852, 509]
- directory-entry: — J., Eisenb.-Schaffner, Anckelmannstrasse 36, ⊠ 25: [514, 1164, 804, 1180]
- directory-entry: Langhans —: [1215, 182, 1289, 197]
- directory-entry: — H., Falkenried 54, ⊠ 30: [164, 727, 310, 743]
- directory-entry: — Wilh., Arbtr., Vierländerstr. 149, ⊠ 27: [164, 1413, 385, 1429]
- directory-entry: — Ernst, Glasermstr., Hamburgerstr. 192, H. 2, ⊠ 22: [514, 977, 799, 993]
- column-3: [859, 182, 1210, 1900]
